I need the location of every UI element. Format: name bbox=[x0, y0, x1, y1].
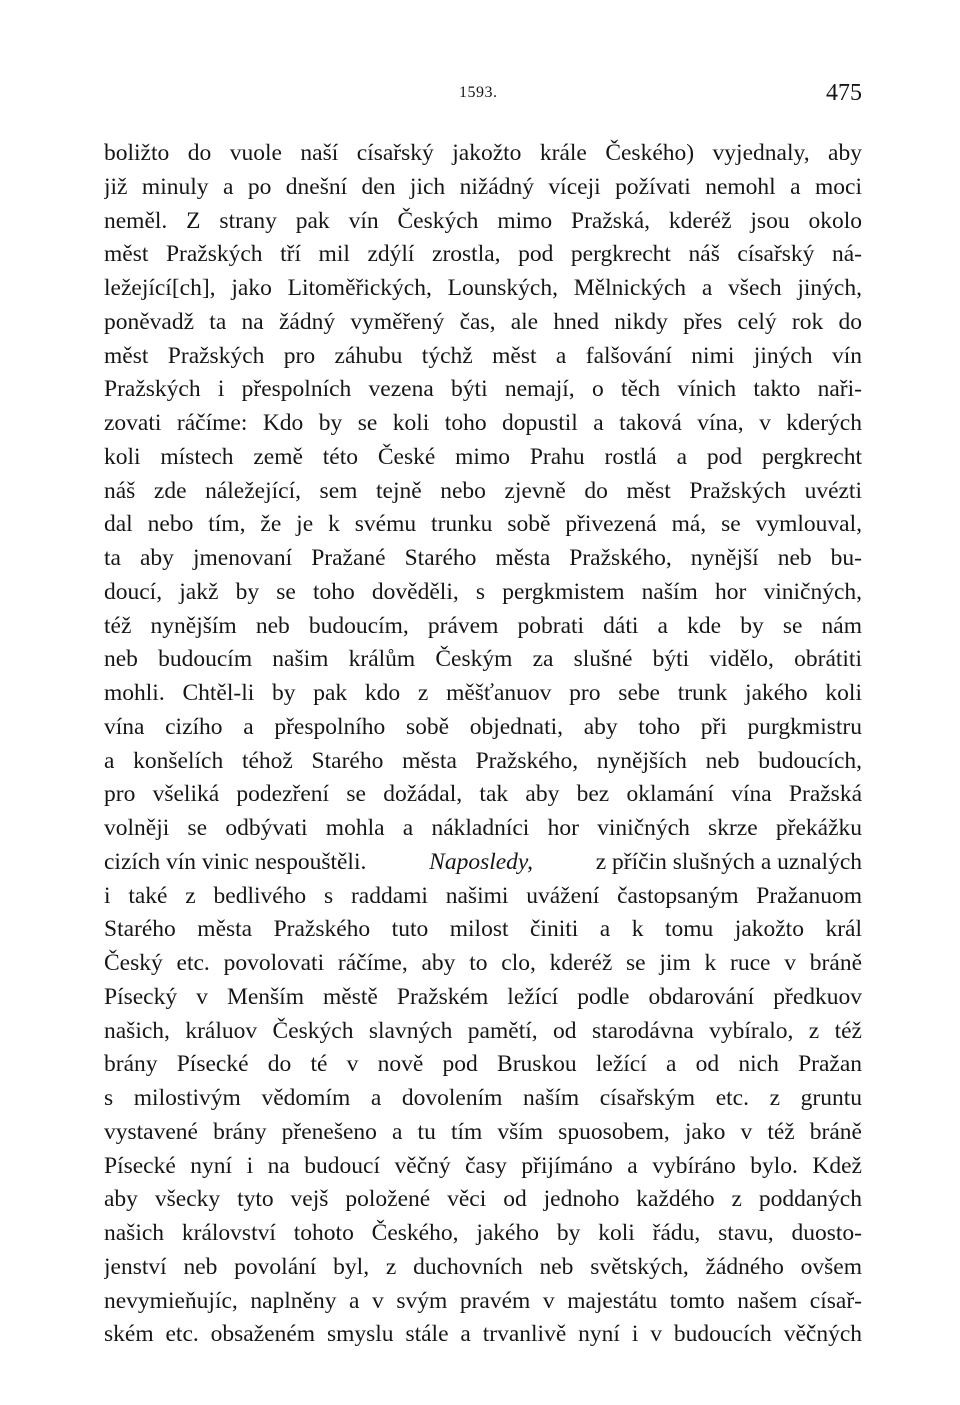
text-line: vína cizího a přespolního sobě objednati, aby toho při purgkmistru bbox=[104, 713, 862, 740]
page-header bbox=[104, 76, 862, 116]
text-line: pro všeliká podezření se dožádal, tak aby bez oklamání vína Pražská bbox=[104, 781, 862, 808]
page-number: 475 bbox=[826, 80, 862, 106]
text-line: boližto do vuole naší císařský jakožto krále Českého) vyjednaly, aby bbox=[104, 140, 862, 166]
text-line: koli místech země této České mimo Prahu rostlá a pod pergkrecht bbox=[104, 443, 862, 470]
text-line: ském etc. obsaženém smyslu stále a trvanlivě nyní i v budoucích věčných bbox=[104, 1321, 862, 1348]
text-line: poněvadž ta na žádný vyměřený čas, ale hned nikdy přes celý rok do bbox=[104, 308, 862, 335]
text-line: doucí, jakž by se toho dověděli, s pergkmistem naším hor viničných, bbox=[104, 578, 862, 605]
text-line: měst Pražských tří mil zdýlí zrostla, pod pergkrecht náš císařský ná- bbox=[104, 241, 862, 268]
text-line: Písecký v Menším městě Pražském ležící podle obdarování předkuov bbox=[104, 983, 862, 1010]
line-start: cizích vín vinic nespouštěli. bbox=[104, 848, 367, 875]
text-line: Starého města Pražského tuto milost činiti a k tomu jakožto král bbox=[104, 916, 862, 943]
text-line: volněji se odbývati mohla a nákladníci hor viničných skrze překážku bbox=[104, 815, 862, 841]
text-line: ta aby jmenovaní Pražané Starého města Pražského, nynější neb bu- bbox=[104, 545, 862, 571]
text-line: s milostivým vědomím a dovolením naším císařským etc. z gruntu bbox=[104, 1085, 862, 1111]
text-line: zovati ráčíme: Kdo by se koli toho dopustil a taková vína, v kderých bbox=[104, 410, 862, 436]
text-line: našich království tohoto Českého, jakého by koli řádu, stavu, duosto- bbox=[104, 1220, 862, 1246]
text-line: i také z bedlivého s raddami našimi uvážení častopsaným Pražanuom bbox=[104, 882, 862, 909]
text-line: mohli. Chtěl-li by pak kdo z měšťanuov pro sebe trunk jakého koli bbox=[104, 680, 862, 706]
text-line: neb budoucím našim králům Českým za slušné býti vidělo, obrátiti bbox=[104, 646, 862, 673]
running-head-year: 1593. bbox=[459, 84, 498, 101]
text-line: jenství neb povolání byl, z duchovních neb světských, žádného ovšem bbox=[104, 1253, 862, 1280]
text-line: Pražských i přespolních vezena býti nemají, o těch vínich takto naři- bbox=[104, 376, 862, 403]
text-line: Český etc. povolovati ráčíme, aby to clo, kderéž se jim k ruce v bráně bbox=[104, 950, 862, 976]
text-line: vystavené brány přenešeno a tu tím vším spuosobem, jako v též bráně bbox=[104, 1118, 862, 1145]
text-line: našich, králuov Českých slavných pamětí, od starodávna vybíralo, z též bbox=[104, 1017, 862, 1044]
text-line: měst Pražských pro záhubu týchž měst a falšování nimi jiných vín bbox=[104, 342, 862, 369]
text-line: ležející[ch], jako Litoměřických, Lounských, Mělnických a všech jiných, bbox=[104, 275, 862, 301]
italic-word: Naposledy, bbox=[429, 848, 533, 875]
text-line: aby všecky tyto vejš položené věci od jednoho každého z poddaných bbox=[104, 1186, 862, 1213]
line-end: z příčin slušných a uznalých bbox=[595, 848, 862, 875]
text-line: nevymieňujíc, naplněny a v svým pravém v majestátu tomto našem císař- bbox=[104, 1287, 862, 1314]
text-line: brány Písecké do té v nově pod Bruskou ležící a od nich Pražan bbox=[104, 1051, 862, 1078]
text-line: již minuly a po dnešní den jich nižádný víceji požívati nemohl a moci bbox=[104, 173, 862, 200]
body-text bbox=[104, 137, 862, 1352]
text-line: náš zde náležející, sem tejně nebo zjevně do měst Pražských uvézti bbox=[104, 477, 862, 504]
text-line: též nynějším neb budoucím, právem pobrati dáti a kde by se nám bbox=[104, 612, 862, 639]
text-line: neměl. Z strany pak vín Českých mimo Pražská, kderéž jsou okolo bbox=[104, 207, 862, 234]
text-line: dal nebo tím, že je k svému trunku sobě přivezená má, se vymlouval, bbox=[104, 511, 862, 538]
text-line: a konšelích téhož Starého města Pražského, nynějších neb budoucích, bbox=[104, 747, 862, 774]
text-line-mixed bbox=[104, 846, 862, 880]
text-line: Písecké nyní i na budoucí věčný časy přijímáno a vybíráno bylo. Kdež bbox=[104, 1152, 862, 1179]
